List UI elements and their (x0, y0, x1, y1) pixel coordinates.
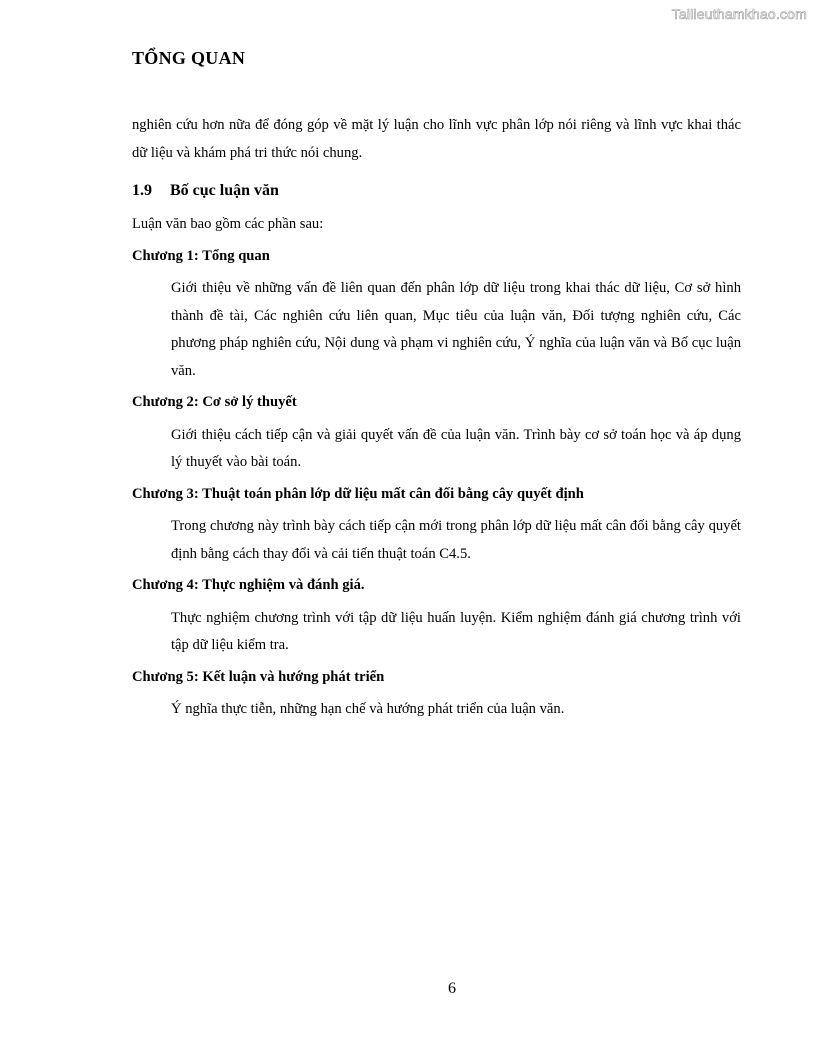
chapter-3 (132, 481, 741, 569)
chapter-description: Thực nghiệm chương trình với tập dữ liệu huấn luyện. Kiểm nghiệm đánh giá chương trình với tập dữ liệu kiểm tra. (171, 609, 741, 653)
chapter-description: Giới thiệu về những vấn đề liên quan đến phân lớp dữ liệu trong khai thác dữ liệu, Cơ sở hình thành đề tài, Các nghiên cứu liên quan, Mục tiêu của luận văn, Đối tượng nghiên cứu, Các phương pháp nghiên cứu, Nội dung và phạm vi nghiên cứu, Ý nghĩa của luận văn và Bố cục luận văn. (171, 280, 741, 379)
page-number: 6 (448, 980, 456, 997)
watermark-text: Tailieuthamkhao.com (671, 6, 807, 22)
document-body (132, 112, 741, 724)
chapter-description: Trong chương này trình bày cách tiếp cận mới trong phân lớp dữ liệu mất cân đối bằng cây quyết định bằng cách thay đổi và cải tiến thuật toán C4.5. (171, 518, 741, 562)
section-intro: Luận văn bao gồm các phần sau: (132, 216, 324, 232)
chapter-title: Chương 5: Kết luận và hướng phát triển (132, 668, 385, 685)
chapter-description: Ý nghĩa thực tiễn, những hạn chế và hướng phát triển của luận văn. (171, 701, 565, 717)
chapter-1 (132, 243, 741, 386)
chapter-title: Chương 1: Tổng quan (132, 247, 270, 264)
continuation-paragraph: nghiên cứu hơn nữa để đóng góp về mặt lý luận cho lĩnh vực phân lớp nói riêng và lĩnh vực khai thác dữ liệu và khám phá tri thức nói chung. (132, 117, 741, 161)
chapter-description: Giới thiệu cách tiếp cận và giải quyết vấn đề của luận văn. Trình bày cơ sở toán học và áp dụng lý thuyết vào bài toán. (171, 426, 741, 470)
section-title: Bố cục luận văn (170, 182, 279, 199)
section-number: 1.9 (132, 182, 152, 199)
chapter-2 (132, 389, 741, 477)
section-heading (132, 177, 741, 205)
chapter-4 (132, 572, 741, 660)
chapter-5 (132, 664, 741, 724)
chapter-title: Chương 2: Cơ sở lý thuyết (132, 394, 297, 410)
page-header-title: TỔNG QUAN (132, 48, 246, 68)
chapter-title: Chương 4: Thực nghiệm và đánh giá. (132, 577, 365, 593)
chapter-title: Chương 3: Thuật toán phân lớp dữ liệu mất cân đối bằng cây quyết định (132, 485, 584, 502)
